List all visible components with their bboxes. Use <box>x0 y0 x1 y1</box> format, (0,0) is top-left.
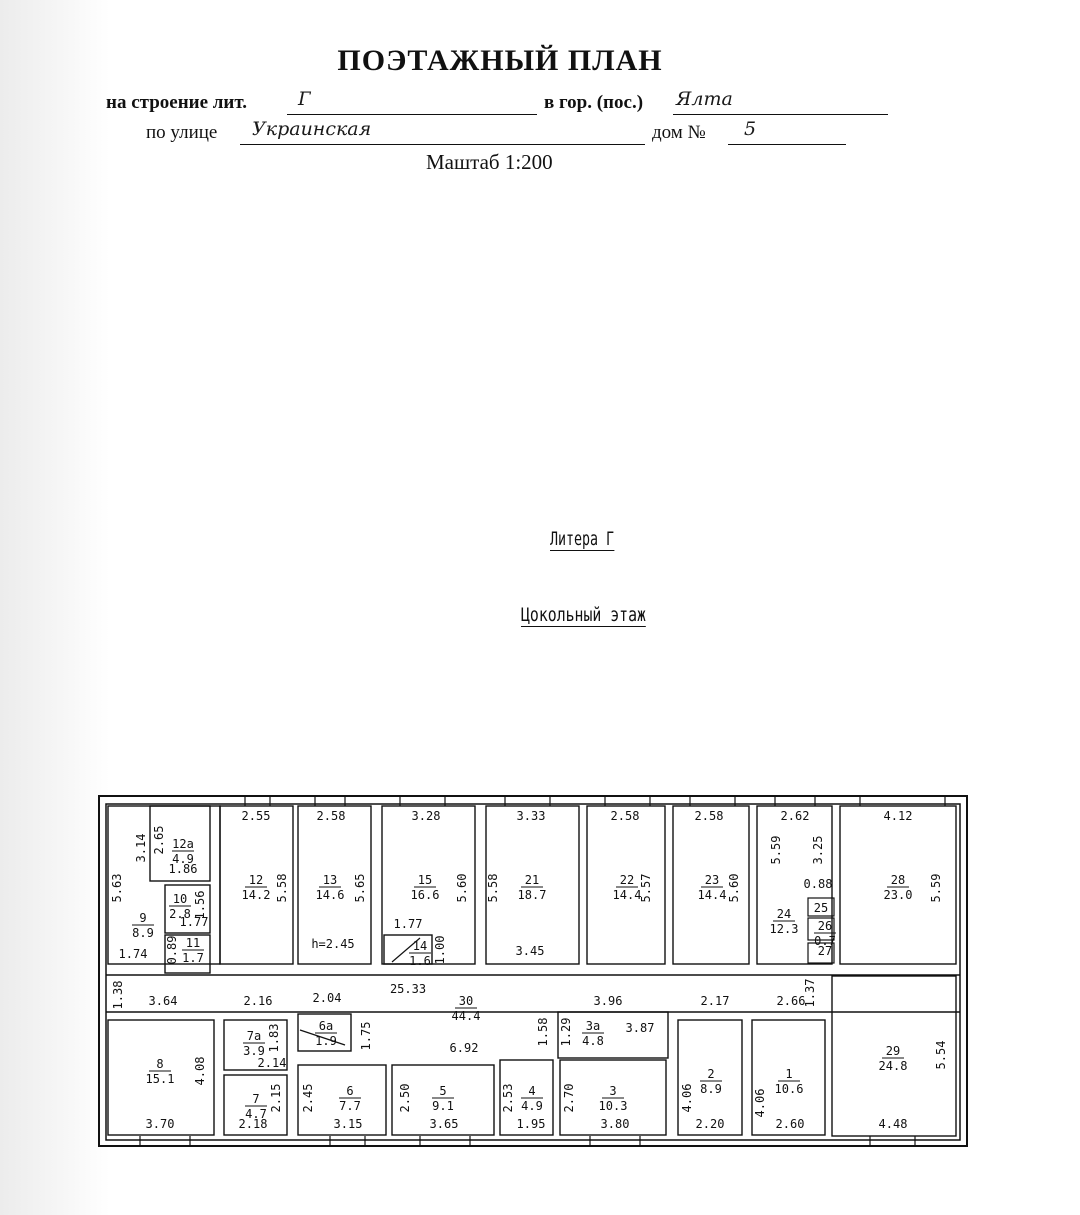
dimension-label: 1.74 <box>118 947 148 961</box>
dimension-label: 4.12 <box>883 809 913 823</box>
room-number-23: 23 <box>704 873 720 887</box>
room-area-15: 16.6 <box>410 888 440 902</box>
room-area-12a: 4.9 <box>172 852 194 866</box>
room-area-10: 2.8 <box>169 907 191 921</box>
dimension-label: 5.58 <box>275 873 289 903</box>
dimension-label: 2.53 <box>501 1083 515 1113</box>
dimension-label: 5.60 <box>455 873 469 903</box>
dimension-label: 3.87 <box>625 1021 655 1035</box>
room-area-3: 10.3 <box>598 1099 628 1113</box>
room-number-26: 26 <box>817 919 833 933</box>
room-area-29: 24.8 <box>878 1059 908 1073</box>
room-area-7a: 3.9 <box>243 1044 265 1058</box>
dimension-label: 1.29 <box>559 1017 573 1047</box>
dimension-label: 1.00 <box>433 935 447 965</box>
room-number-7: 7 <box>252 1092 260 1106</box>
room-number-13: 13 <box>322 873 338 887</box>
room-number-5: 5 <box>439 1084 447 1098</box>
scale-label: Маштаб 1:200 <box>426 150 553 174</box>
room-number-9: 9 <box>139 911 147 925</box>
room-number-10: 10 <box>172 892 188 906</box>
dimension-label: 3.96 <box>593 994 623 1008</box>
dimension-label: 2.04 <box>312 991 342 1005</box>
dimension-label: 3.45 <box>515 944 545 958</box>
room-number-25: 25 <box>813 901 829 915</box>
dimension-label: 4.08 <box>193 1056 207 1086</box>
street-label: по улице <box>146 122 218 143</box>
room-number-2: 2 <box>707 1067 715 1081</box>
room-number-1: 1 <box>785 1067 793 1081</box>
city-value: Ялта <box>676 88 733 110</box>
room-3a-wall <box>558 1012 668 1058</box>
room-area-21: 18.7 <box>517 888 547 902</box>
room-number-14: 14 <box>412 939 428 953</box>
document-title: ПОЭТАЖНЫЙ ПЛАН <box>337 44 663 77</box>
dimension-label: 2.16 <box>243 994 273 1008</box>
room-area-9: 8.9 <box>132 926 154 940</box>
room-area-28: 23.0 <box>883 888 913 902</box>
city-label: в гор. (пос.) <box>544 92 644 113</box>
dimension-label: 5.59 <box>929 873 943 903</box>
dimension-label: 6.92 <box>449 1041 479 1055</box>
dimension-label: 2.65 <box>152 825 166 855</box>
dimension-label: 3.28 <box>411 809 441 823</box>
dimension-label: 5.63 <box>110 873 124 903</box>
dimension-label: 1.56 <box>193 890 207 920</box>
room-number-21: 21 <box>524 873 540 887</box>
dimension-label: 2.17 <box>700 994 730 1008</box>
room-number-30: 30 <box>458 994 474 1008</box>
building-label: на строение лит. <box>106 92 248 113</box>
room-number-15: 15 <box>417 873 433 887</box>
dimension-label: 1.38 <box>111 980 125 1010</box>
dimension-label: 1.37 <box>803 978 817 1008</box>
room-area-26: 0.7 <box>814 934 836 948</box>
building-value: Г <box>298 88 311 110</box>
room-area-6: 7.7 <box>339 1099 361 1113</box>
room-area-12: 14.2 <box>241 888 271 902</box>
room-number-6: 6 <box>346 1084 354 1098</box>
room-number-3: 3 <box>609 1084 617 1098</box>
dimension-label: 4.06 <box>753 1088 767 1118</box>
room-number-24: 24 <box>776 907 792 921</box>
dimension-label: 3.25 <box>811 835 825 865</box>
room-area-14: 1.6 <box>409 954 431 968</box>
dimension-label: 2.14 <box>257 1056 287 1070</box>
dimension-label: 3.70 <box>145 1117 175 1131</box>
litera-heading: Литера Г <box>550 528 615 550</box>
dimension-label: 2.55 <box>241 809 271 823</box>
dimension-label: 25.33 <box>389 982 427 996</box>
dimension-label: 2.45 <box>301 1083 315 1113</box>
dimension-label: 1.75 <box>359 1021 373 1051</box>
room-number-12a: 12a <box>172 837 194 851</box>
dimension-label: 1.83 <box>267 1023 281 1053</box>
street-value: Украинская <box>252 118 372 140</box>
dimension-label: 3.15 <box>333 1117 363 1131</box>
dimension-label: 1.86 <box>168 862 198 876</box>
dimension-label: 1.58 <box>536 1017 550 1047</box>
dimension-label: 3.80 <box>600 1117 630 1131</box>
dimension-label: 5.59 <box>769 835 783 865</box>
dimension-label: 5.57 <box>639 873 653 903</box>
room-number-28: 28 <box>890 873 906 887</box>
house-label: дом № <box>652 122 706 143</box>
dimension-label: 1.77 <box>179 915 209 929</box>
dimension-label: 3.65 <box>429 1117 459 1131</box>
room-area-5: 9.1 <box>432 1099 454 1113</box>
room-number-11: 11 <box>185 936 201 950</box>
room-area-13: 14.6 <box>315 888 345 902</box>
house-value: 5 <box>744 118 757 140</box>
room-number-4: 4 <box>528 1084 536 1098</box>
dimension-label: 5.65 <box>353 873 367 903</box>
dimension-label: 4.06 <box>680 1083 694 1113</box>
room-area-8: 15.1 <box>145 1072 175 1086</box>
room-number-3a: 3a <box>585 1019 601 1033</box>
room-area-2: 8.9 <box>700 1082 722 1096</box>
dimension-label: 1.77 <box>393 917 423 931</box>
dimension-label: 2.50 <box>398 1083 412 1113</box>
dimension-label: 2.20 <box>695 1117 725 1131</box>
dimension-label: 0.88 <box>803 877 833 891</box>
room-number-6a: 6a <box>318 1019 334 1033</box>
room-area-4: 4.9 <box>521 1099 543 1113</box>
dimension-label: 2.58 <box>316 809 346 823</box>
room-area-3a: 4.8 <box>582 1034 604 1048</box>
room-area-24: 12.3 <box>769 922 799 936</box>
room-number-7a: 7a <box>246 1029 262 1043</box>
dimension-label: 5.60 <box>727 873 741 903</box>
dimension-label: 2.60 <box>775 1117 805 1131</box>
room-area-6a: 1.9 <box>315 1034 337 1048</box>
room-number-22: 22 <box>619 873 635 887</box>
room-area-7: 4.7 <box>245 1107 267 1121</box>
room-area-23: 14.4 <box>697 888 727 902</box>
room-area-1: 10.6 <box>774 1082 804 1096</box>
dimension-label: 1.95 <box>516 1117 546 1131</box>
room-number-27: 27 <box>817 944 833 958</box>
room-number-12: 12 <box>248 873 264 887</box>
floor-heading: Цокольный этаж <box>521 604 646 626</box>
dimension-label: 3.14 <box>134 833 148 863</box>
dimension-label: 2.66 <box>776 994 806 1008</box>
dimension-label: 3.33 <box>516 809 546 823</box>
dimension-label: 5.58 <box>486 873 500 903</box>
dimension-label: 2.18 <box>238 1117 268 1131</box>
dimension-label: 2.58 <box>694 809 724 823</box>
room-number-8: 8 <box>156 1057 164 1071</box>
room-area-11: 1.7 <box>182 951 204 965</box>
dimension-label: 3.64 <box>148 994 178 1008</box>
dimension-label: 5.54 <box>934 1040 948 1070</box>
room-area-22: 14.4 <box>612 888 642 902</box>
dimension-label: 4.48 <box>878 1117 908 1131</box>
dimension-label: 0.89 <box>165 935 179 965</box>
dimension-label: 2.62 <box>780 809 810 823</box>
dimension-label: 2.70 <box>562 1083 576 1113</box>
dimension-label: 2.58 <box>610 809 640 823</box>
dimension-label: h=2.45 <box>311 937 355 951</box>
dimension-label: 2.15 <box>269 1083 283 1113</box>
room-area-30: 44.4 <box>451 1009 481 1023</box>
room-number-29: 29 <box>885 1044 901 1058</box>
